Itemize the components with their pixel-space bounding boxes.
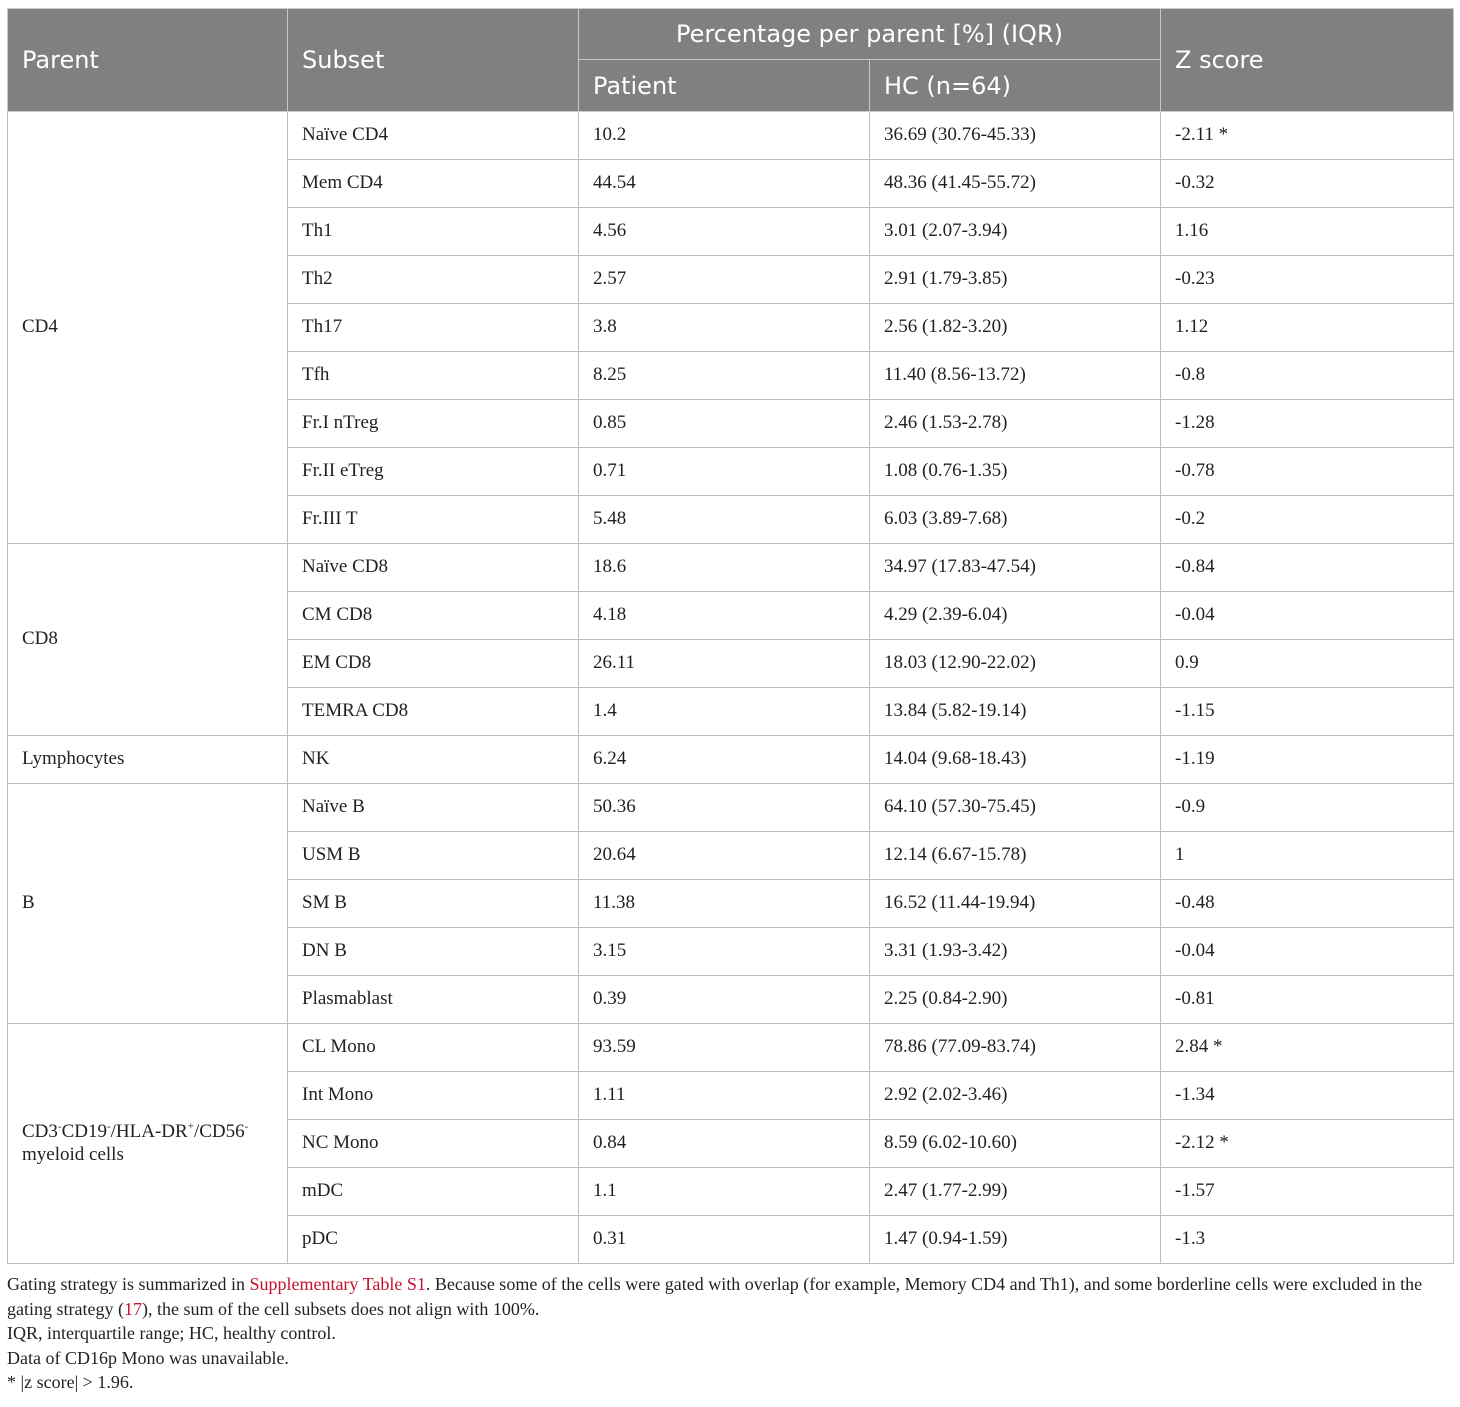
- subset-cell: Fr.II eTreg: [288, 448, 579, 496]
- hc-value-cell: 12.14 (6.67-15.78): [870, 832, 1161, 880]
- patient-value-cell: 4.18: [579, 592, 870, 640]
- subset-cell: Fr.III T: [288, 496, 579, 544]
- patient-value-cell: 0.71: [579, 448, 870, 496]
- zscore-cell: -1.34: [1161, 1072, 1454, 1120]
- subset-cell: mDC: [288, 1168, 579, 1216]
- patient-value-cell: 1.1: [579, 1168, 870, 1216]
- zscore-cell: -1.28: [1161, 400, 1454, 448]
- header-parent: Parent: [8, 9, 288, 112]
- hc-value-cell: 34.97 (17.83-47.54): [870, 544, 1161, 592]
- table-row: [8, 736, 1454, 784]
- patient-value-cell: 0.84: [579, 1120, 870, 1168]
- patient-value-cell: 44.54: [579, 160, 870, 208]
- table-body: [8, 112, 1454, 1264]
- hc-value-cell: 2.47 (1.77-2.99): [870, 1168, 1161, 1216]
- zscore-cell: -0.2: [1161, 496, 1454, 544]
- patient-value-cell: 1.11: [579, 1072, 870, 1120]
- zscore-cell: 2.84 *: [1161, 1024, 1454, 1072]
- results-table: [7, 8, 1454, 1264]
- hc-value-cell: 2.56 (1.82-3.20): [870, 304, 1161, 352]
- table-row: [8, 784, 1454, 832]
- zscore-cell: -0.32: [1161, 160, 1454, 208]
- zscore-cell: 0.9: [1161, 640, 1454, 688]
- hc-value-cell: 2.92 (2.02-3.46): [870, 1072, 1161, 1120]
- zscore-cell: -0.84: [1161, 544, 1454, 592]
- hc-value-cell: 64.10 (57.30-75.45): [870, 784, 1161, 832]
- table-row: [8, 1024, 1454, 1072]
- hc-value-cell: 18.03 (12.90-22.02): [870, 640, 1161, 688]
- table-container: [7, 8, 1453, 1395]
- patient-value-cell: 18.6: [579, 544, 870, 592]
- header-hc: HC (n=64): [870, 60, 1161, 112]
- parent-cell: CD3-CD19-/HLA-DR+/CD56- myeloid cells: [8, 1024, 288, 1264]
- table-header: [8, 9, 1454, 112]
- subset-cell: Int Mono: [288, 1072, 579, 1120]
- subset-cell: EM CD8: [288, 640, 579, 688]
- zscore-cell: -0.04: [1161, 928, 1454, 976]
- subset-cell: NC Mono: [288, 1120, 579, 1168]
- patient-value-cell: 0.39: [579, 976, 870, 1024]
- patient-value-cell: 1.4: [579, 688, 870, 736]
- subset-cell: Th2: [288, 256, 579, 304]
- hc-value-cell: 2.25 (0.84-2.90): [870, 976, 1161, 1024]
- zscore-cell: -2.11 *: [1161, 112, 1454, 160]
- footnote-gating: Gating strategy is summarized in Supplementary Table S1. Because some of the cells were gated with overlap (for example, Memory CD4 and Th1), and some borderline cells were excluded in the gating strategy (17), the sum of the cell subsets does not align with 100%.: [7, 1274, 1423, 1319]
- table-row: [8, 112, 1454, 160]
- parent-cell: Lymphocytes: [8, 736, 288, 784]
- parent-cell: B: [8, 784, 288, 1024]
- hc-value-cell: 16.52 (11.44-19.94): [870, 880, 1161, 928]
- header-subset: Subset: [288, 9, 579, 112]
- patient-value-cell: 2.57: [579, 256, 870, 304]
- patient-value-cell: 0.31: [579, 1216, 870, 1264]
- subset-cell: Naïve B: [288, 784, 579, 832]
- patient-value-cell: 93.59: [579, 1024, 870, 1072]
- subset-cell: CM CD8: [288, 592, 579, 640]
- hc-value-cell: 2.46 (1.53-2.78): [870, 400, 1161, 448]
- patient-value-cell: 50.36: [579, 784, 870, 832]
- subset-cell: Fr.I nTreg: [288, 400, 579, 448]
- footnote-unavailable: Data of CD16p Mono was unavailable.: [7, 1347, 289, 1368]
- patient-value-cell: 20.64: [579, 832, 870, 880]
- zscore-cell: -0.81: [1161, 976, 1454, 1024]
- subset-cell: Th1: [288, 208, 579, 256]
- parent-cell: CD8: [8, 544, 288, 736]
- subset-cell: Naïve CD4: [288, 112, 579, 160]
- hc-value-cell: 1.47 (0.94-1.59): [870, 1216, 1161, 1264]
- zscore-cell: -0.23: [1161, 256, 1454, 304]
- hc-value-cell: 3.01 (2.07-3.94): [870, 208, 1161, 256]
- hc-value-cell: 4.29 (2.39-6.04): [870, 592, 1161, 640]
- table-row: [8, 544, 1454, 592]
- footnote-abbreviations: IQR, interquartile range; HC, healthy control.: [7, 1323, 336, 1343]
- zscore-cell: -1.15: [1161, 688, 1454, 736]
- hc-value-cell: 8.59 (6.02-10.60): [870, 1120, 1161, 1168]
- patient-value-cell: 3.8: [579, 304, 870, 352]
- zscore-cell: -1.57: [1161, 1168, 1454, 1216]
- subset-cell: USM B: [288, 832, 579, 880]
- zscore-cell: -0.48: [1161, 880, 1454, 928]
- zscore-cell: 1.16: [1161, 208, 1454, 256]
- hc-value-cell: 14.04 (9.68-18.43): [870, 736, 1161, 784]
- zscore-cell: 1: [1161, 832, 1454, 880]
- reference-link[interactable]: 17: [123, 1298, 142, 1319]
- subset-cell: Naïve CD8: [288, 544, 579, 592]
- zscore-cell: 1.12: [1161, 304, 1454, 352]
- hc-value-cell: 48.36 (41.45-55.72): [870, 160, 1161, 208]
- parent-cell: CD4: [8, 112, 288, 544]
- patient-value-cell: 26.11: [579, 640, 870, 688]
- header-zscore: Z score: [1161, 9, 1454, 112]
- zscore-cell: -0.04: [1161, 592, 1454, 640]
- subset-cell: NK: [288, 736, 579, 784]
- subset-cell: Th17: [288, 304, 579, 352]
- hc-value-cell: 36.69 (30.76-45.33): [870, 112, 1161, 160]
- zscore-cell: -1.3: [1161, 1216, 1454, 1264]
- zscore-cell: -2.12 *: [1161, 1120, 1454, 1168]
- patient-value-cell: 3.15: [579, 928, 870, 976]
- patient-value-cell: 4.56: [579, 208, 870, 256]
- patient-value-cell: 5.48: [579, 496, 870, 544]
- subset-cell: Mem CD4: [288, 160, 579, 208]
- zscore-cell: -0.9: [1161, 784, 1454, 832]
- subset-cell: SM B: [288, 880, 579, 928]
- patient-value-cell: 0.85: [579, 400, 870, 448]
- subset-cell: pDC: [288, 1216, 579, 1264]
- hc-value-cell: 11.40 (8.56-13.72): [870, 352, 1161, 400]
- zscore-cell: -0.78: [1161, 448, 1454, 496]
- hc-value-cell: 2.91 (1.79-3.85): [870, 256, 1161, 304]
- subset-cell: TEMRA CD8: [288, 688, 579, 736]
- subset-cell: CL Mono: [288, 1024, 579, 1072]
- patient-value-cell: 8.25: [579, 352, 870, 400]
- patient-value-cell: 11.38: [579, 880, 870, 928]
- table-footnotes: [7, 1272, 1453, 1395]
- hc-value-cell: 13.84 (5.82-19.14): [870, 688, 1161, 736]
- hc-value-cell: 78.86 (77.09-83.74): [870, 1024, 1161, 1072]
- subset-cell: DN B: [288, 928, 579, 976]
- hc-value-cell: 1.08 (0.76-1.35): [870, 448, 1161, 496]
- zscore-cell: -1.19: [1161, 736, 1454, 784]
- patient-value-cell: 6.24: [579, 736, 870, 784]
- hc-value-cell: 3.31 (1.93-3.42): [870, 928, 1161, 976]
- header-percentage: Percentage per parent [%] (IQR): [579, 9, 1161, 60]
- subset-cell: Plasmablast: [288, 976, 579, 1024]
- patient-value-cell: 10.2: [579, 112, 870, 160]
- header-patient: Patient: [579, 60, 870, 112]
- supplementary-table-link[interactable]: Supplementary Table S1: [249, 1274, 426, 1294]
- hc-value-cell: 6.03 (3.89-7.68): [870, 496, 1161, 544]
- zscore-cell: -0.8: [1161, 352, 1454, 400]
- subset-cell: Tfh: [288, 352, 579, 400]
- footnote-significance: * |z score| > 1.96.: [7, 1372, 134, 1392]
